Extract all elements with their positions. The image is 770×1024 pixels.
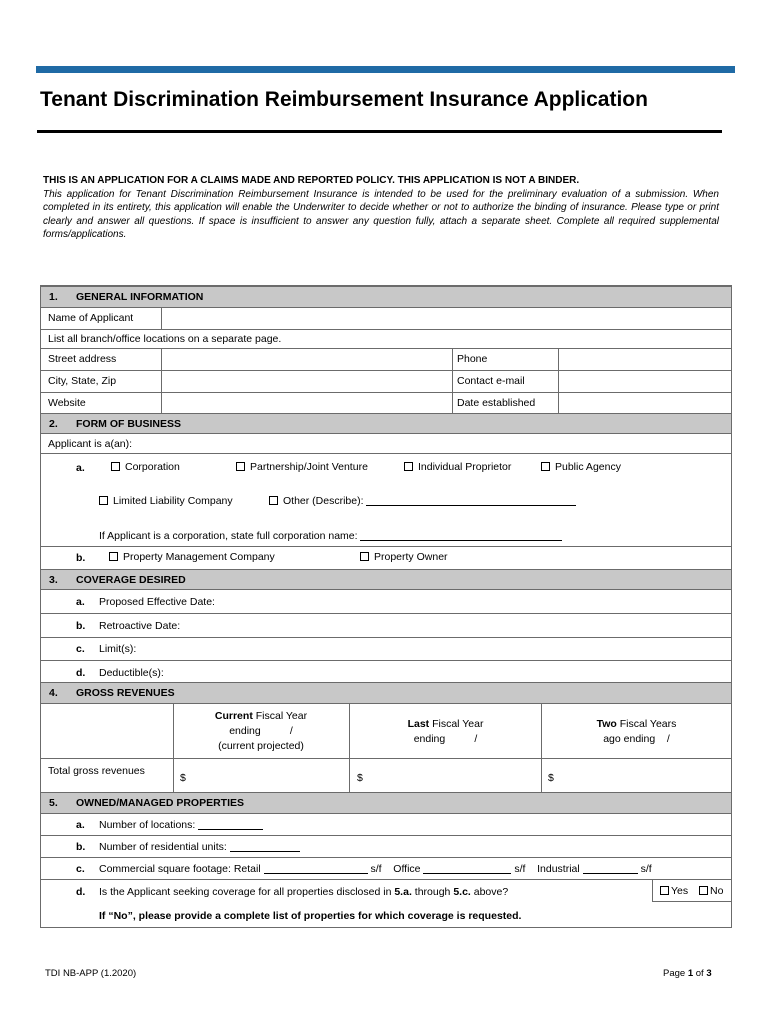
branch-note: List all branch/office locations on a separate page.	[48, 333, 282, 345]
form-id: TDI NB-APP (1.2020)	[45, 968, 137, 979]
units-line: Number of residential units:	[99, 841, 300, 853]
property-owner-option[interactable]: Property Owner	[360, 551, 448, 563]
city-label: City, State, Zip	[48, 375, 117, 387]
coverage-label: Deductible(s):	[99, 667, 164, 679]
item-letter: b.	[76, 552, 86, 564]
locations-row: a. Number of locations:	[41, 814, 731, 836]
retail-sqft-field[interactable]	[264, 863, 368, 874]
public-agency-option[interactable]: Public Agency	[541, 461, 621, 473]
individual-checkbox[interactable]	[404, 462, 413, 471]
partnership-option[interactable]: Partnership/Joint Venture	[236, 461, 368, 473]
other-describe-field[interactable]	[366, 495, 576, 506]
business-form-b	[41, 547, 731, 569]
section-number: 4.	[49, 687, 58, 699]
section-3-header	[41, 569, 731, 590]
coverage-label: Retroactive Date:	[99, 620, 181, 632]
item-letter: a.	[76, 462, 85, 474]
corp-name-field[interactable]	[360, 530, 562, 541]
llc-checkbox[interactable]	[99, 496, 108, 505]
intro-notice: THIS IS AN APPLICATION FOR A CLAIMS MADE AND REPORTED POLICY. THIS APPLICATION IS NOT A BINDER.	[43, 175, 580, 186]
page-number: Page 1 of 3	[663, 968, 712, 979]
if-no-instruction: If “No”, please provide a complete list of properties for which coverage is requested.	[99, 910, 522, 922]
city-row	[41, 371, 731, 393]
individual-option[interactable]: Individual Proprietor	[404, 461, 511, 473]
email-field[interactable]	[559, 371, 730, 392]
two-years-header: Two Fiscal Years ago ending /	[596, 718, 677, 745]
email-label: Contact e-mail	[457, 375, 525, 387]
last-revenue-field[interactable]: $	[357, 772, 363, 784]
total-revenues-row	[41, 759, 731, 792]
street-row	[41, 349, 731, 371]
section-1-header	[41, 286, 731, 308]
business-form-a	[41, 454, 731, 547]
city-field[interactable]	[162, 371, 452, 392]
corporation-checkbox[interactable]	[111, 462, 120, 471]
revenue-header-row	[41, 704, 731, 759]
street-label: Street address	[48, 353, 117, 365]
section-2-header	[41, 413, 731, 434]
all-properties-row: d. Is the Applicant seeking coverage for all properties disclosed in 5.a. through 5.c. above? Yes No If “No”, please provide a complete list of properties for which coverage is requested.	[41, 880, 731, 927]
corporation-option[interactable]: Corporation	[111, 461, 180, 473]
applicant-is-row	[41, 434, 731, 454]
section-number: 2.	[49, 418, 58, 430]
header-bar	[36, 66, 735, 73]
section-title: OWNED/MANAGED PROPERTIES	[76, 797, 245, 809]
two-years-revenue-field[interactable]: $	[548, 772, 554, 784]
current-revenue-field[interactable]: $	[180, 772, 186, 784]
applicant-name-label: Name of Applicant	[48, 312, 134, 324]
website-row	[41, 393, 731, 413]
llc-option[interactable]: Limited Liability Company	[99, 495, 233, 507]
section-title: FORM OF BUSINESS	[76, 418, 182, 430]
website-label: Website	[48, 397, 86, 409]
applicant-is-label: Applicant is a(an):	[48, 438, 133, 450]
section-5-header	[41, 792, 731, 814]
section-number: 1.	[49, 291, 58, 303]
section-title: COVERAGE DESIRED	[76, 574, 186, 586]
coverage-label: Proposed Effective Date:	[99, 596, 215, 608]
office-sqft-field[interactable]	[423, 863, 511, 874]
units-row: b. Number of residential units:	[41, 836, 731, 858]
other-option[interactable]: Other (Describe):	[269, 495, 576, 507]
date-established-label: Date established	[457, 397, 536, 409]
all-properties-question: Is the Applicant seeking coverage for all properties disclosed in 5.a. through 5.c. above?	[99, 886, 509, 898]
public-agency-checkbox[interactable]	[541, 462, 550, 471]
section-4-header	[41, 682, 731, 704]
intro-paragraph: This application for Tenant Discrimination Reimbursement Insurance is intended to be used for the preliminary evaluation of a submission. When completed in its entirety, this application will enable the Underwriter to decide whether or not to authorize the binding of insurance. Please type or print clearly and answer all questions. If space is insufficient to answer any question fully, attach a separate sheet. Complete all required supplemental forms/applications.	[43, 188, 719, 240]
website-field[interactable]	[162, 393, 452, 413]
application-form	[40, 285, 732, 928]
yes-option[interactable]: Yes	[660, 885, 688, 897]
applicant-name-row	[41, 308, 731, 330]
partnership-checkbox[interactable]	[236, 462, 245, 471]
branch-note-row	[41, 330, 731, 349]
last-year-header: Last Fiscal Year ending /	[407, 718, 484, 745]
phone-field[interactable]	[559, 349, 730, 370]
coverage-item[interactable]: b. Retroactive Date:	[41, 614, 731, 638]
corp-name-line: If Applicant is a corporation, state full corporation name:	[99, 530, 562, 542]
industrial-sqft-field[interactable]	[583, 863, 638, 874]
coverage-item[interactable]: d. Deductible(s):	[76, 667, 164, 679]
coverage-item[interactable]: a. Proposed Effective Date:	[41, 590, 731, 614]
coverage-item[interactable]: c. Limit(s):	[41, 638, 731, 661]
street-field[interactable]	[162, 349, 452, 370]
current-year-header: Current Fiscal Year ending / (current projected)	[214, 710, 308, 752]
intro	[43, 174, 719, 242]
property-owner-checkbox[interactable]	[360, 552, 369, 561]
sqft-row: c. Commercial square footage: Retail s/f Office s/f Industrial s/f	[41, 858, 731, 880]
section-number: 3.	[49, 574, 58, 586]
phone-label: Phone	[457, 353, 488, 365]
property-management-option[interactable]: Property Management Company	[109, 551, 275, 563]
locations-line: Number of locations:	[99, 819, 263, 831]
total-revenues-label: Total gross revenues	[48, 765, 145, 777]
page-title: Tenant Discrimination Reimbursement Insurance Application	[40, 88, 648, 111]
coverage-label: Limit(s):	[99, 643, 137, 655]
section-title: GENERAL INFORMATION	[76, 291, 204, 303]
applicant-name-field[interactable]	[162, 308, 730, 329]
section-title: GROSS REVENUES	[76, 687, 175, 699]
sqft-line: Commercial square footage: Retail s/f Office s/f Industrial s/f	[99, 863, 652, 875]
title-divider	[37, 130, 722, 133]
other-checkbox[interactable]	[269, 496, 278, 505]
no-checkbox[interactable]	[699, 886, 708, 895]
yes-checkbox[interactable]	[660, 886, 669, 895]
property-management-checkbox[interactable]	[109, 552, 118, 561]
units-field[interactable]	[230, 841, 300, 852]
section-number: 5.	[49, 797, 58, 809]
date-established-field[interactable]	[559, 393, 730, 413]
locations-field[interactable]	[198, 819, 263, 830]
no-option[interactable]: No	[699, 885, 723, 897]
